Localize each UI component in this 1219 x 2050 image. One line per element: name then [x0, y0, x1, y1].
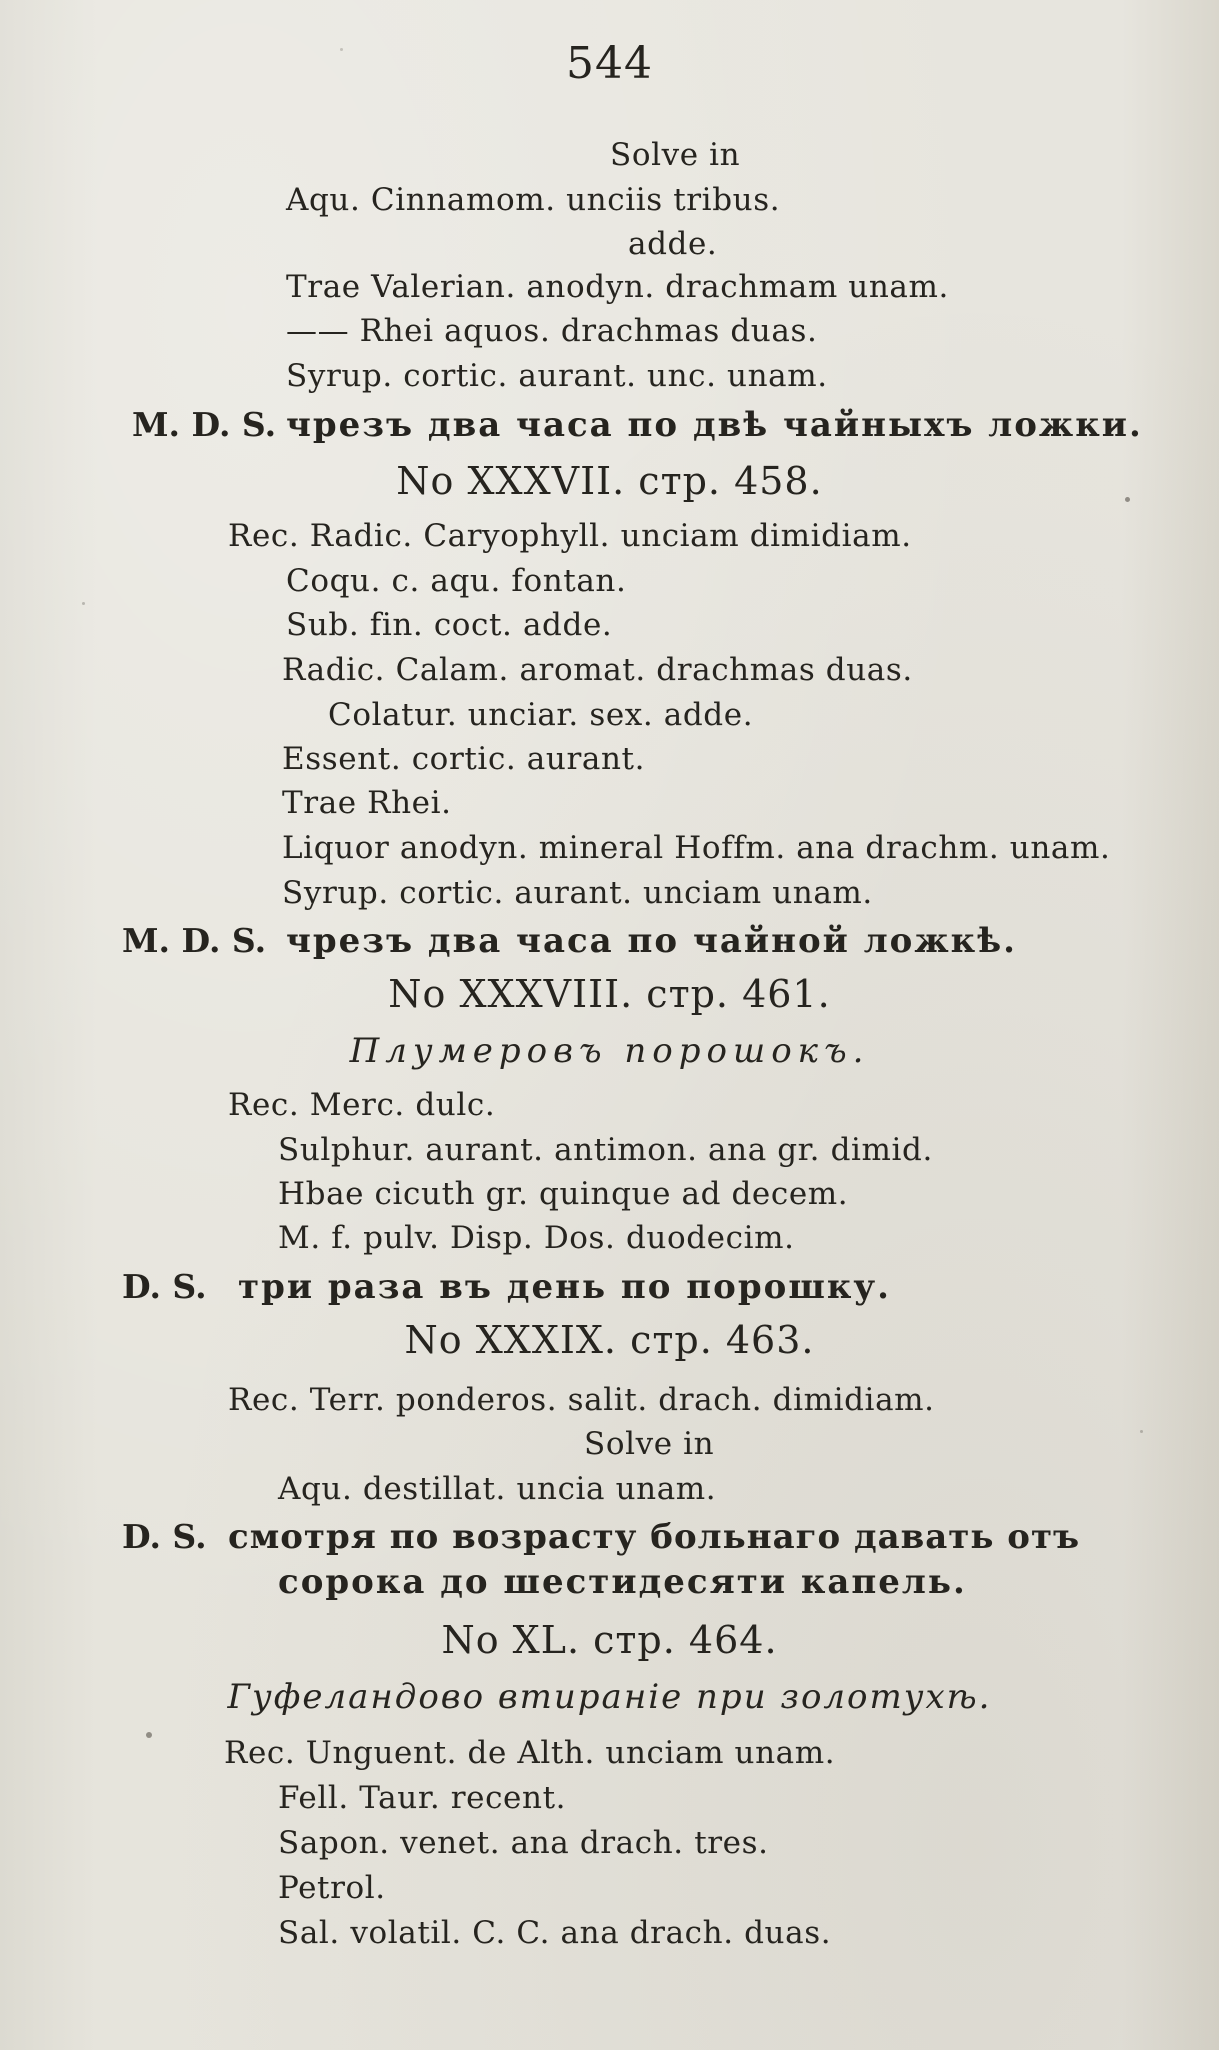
paper-speck	[1125, 497, 1130, 502]
recipe-heading: No XXXVII. стр. 458.	[396, 459, 823, 503]
text-line: M. f. pulv. Disp. Dos. duodecim.	[278, 1220, 795, 1256]
signa-label: M. D. S.	[122, 921, 267, 960]
paper-speck	[340, 48, 343, 51]
text-line: adde.	[628, 226, 718, 262]
text-line: Sapon. venet. ana drach. tres.	[278, 1825, 769, 1861]
text-line: Radic. Calam. aromat. drachmas duas.	[282, 652, 913, 688]
text-line: Syrup. cortic. aurant. unciam unam.	[282, 875, 873, 911]
paper-speck	[146, 1732, 152, 1738]
signa-label: D. S.	[122, 1517, 207, 1556]
russian-instruction: чрезъ два часа по двѣ чайныхъ ложки.	[286, 405, 1143, 445]
russian-instruction: сорока до шестидесяти капель.	[278, 1562, 967, 1602]
russian-instruction: чрезъ два часа по чайной ложкѣ.	[286, 921, 1017, 961]
text-line: Rec. Terr. ponderos. salit. drach. dimidiam.	[228, 1382, 935, 1418]
recipe-title: Плумеровъ порошокъ.	[349, 1031, 870, 1071]
text-line: Colatur. unciar. sex. adde.	[328, 697, 754, 733]
text-line: Trae Rhei.	[282, 785, 452, 821]
russian-instruction: три раза въ день по порошку.	[238, 1267, 892, 1307]
text-line: Petrol.	[278, 1870, 386, 1906]
text-line: Liquor anodyn. mineral Hoffm. ana drachm. unam.	[282, 830, 1111, 866]
text-line: Trae Valerian. anodyn. drachmam unam.	[286, 269, 949, 305]
text-line: Syrup. cortic. aurant. unc. unam.	[286, 358, 828, 394]
recipe-title: Гуфеландово втираніе при золотухѣ.	[227, 1677, 992, 1717]
paper-speck	[82, 602, 85, 605]
page-number: 544	[566, 38, 653, 89]
signa-label: M. D. S.	[132, 405, 277, 444]
russian-instruction: смотря по возрасту больнаго давать отъ	[228, 1517, 1081, 1557]
text-line: Coqu. c. aqu. fontan.	[286, 563, 627, 599]
signa-label: D. S.	[122, 1267, 207, 1306]
text-line: —— Rhei aquos. drachmas duas.	[286, 313, 818, 349]
text-line: Aqu. destillat. uncia unam.	[278, 1471, 717, 1507]
text-line: Rec. Radic. Caryophyll. unciam dimidiam.	[228, 518, 912, 554]
recipe-heading: No XXXIX. стр. 463.	[404, 1318, 815, 1362]
text-line: Hbae cicuth gr. quinque ad decem.	[278, 1176, 849, 1212]
text-line: Aqu. Cinnamom. unciis tribus.	[286, 182, 781, 218]
text-line: Solve in	[610, 137, 741, 173]
recipe-heading: No XL. стр. 464.	[441, 1618, 778, 1662]
text-line: Solve in	[584, 1426, 715, 1462]
recipe-heading: No XXXVIII. стр. 461.	[388, 972, 831, 1016]
paper-speck	[1140, 1430, 1143, 1433]
text-line: Essent. cortic. aurant.	[282, 741, 646, 777]
text-line: Sulphur. aurant. antimon. ana gr. dimid.	[278, 1132, 933, 1168]
text-line: Fell. Taur. recent.	[278, 1780, 567, 1816]
text-line: Sub. fin. coct. adde.	[286, 607, 613, 643]
text-line: Rec. Unguent. de Alth. unciam unam.	[224, 1735, 836, 1771]
text-line: Rec. Merc. dulc.	[228, 1087, 496, 1123]
text-line: Sal. volatil. C. C. ana drach. duas.	[278, 1915, 832, 1951]
